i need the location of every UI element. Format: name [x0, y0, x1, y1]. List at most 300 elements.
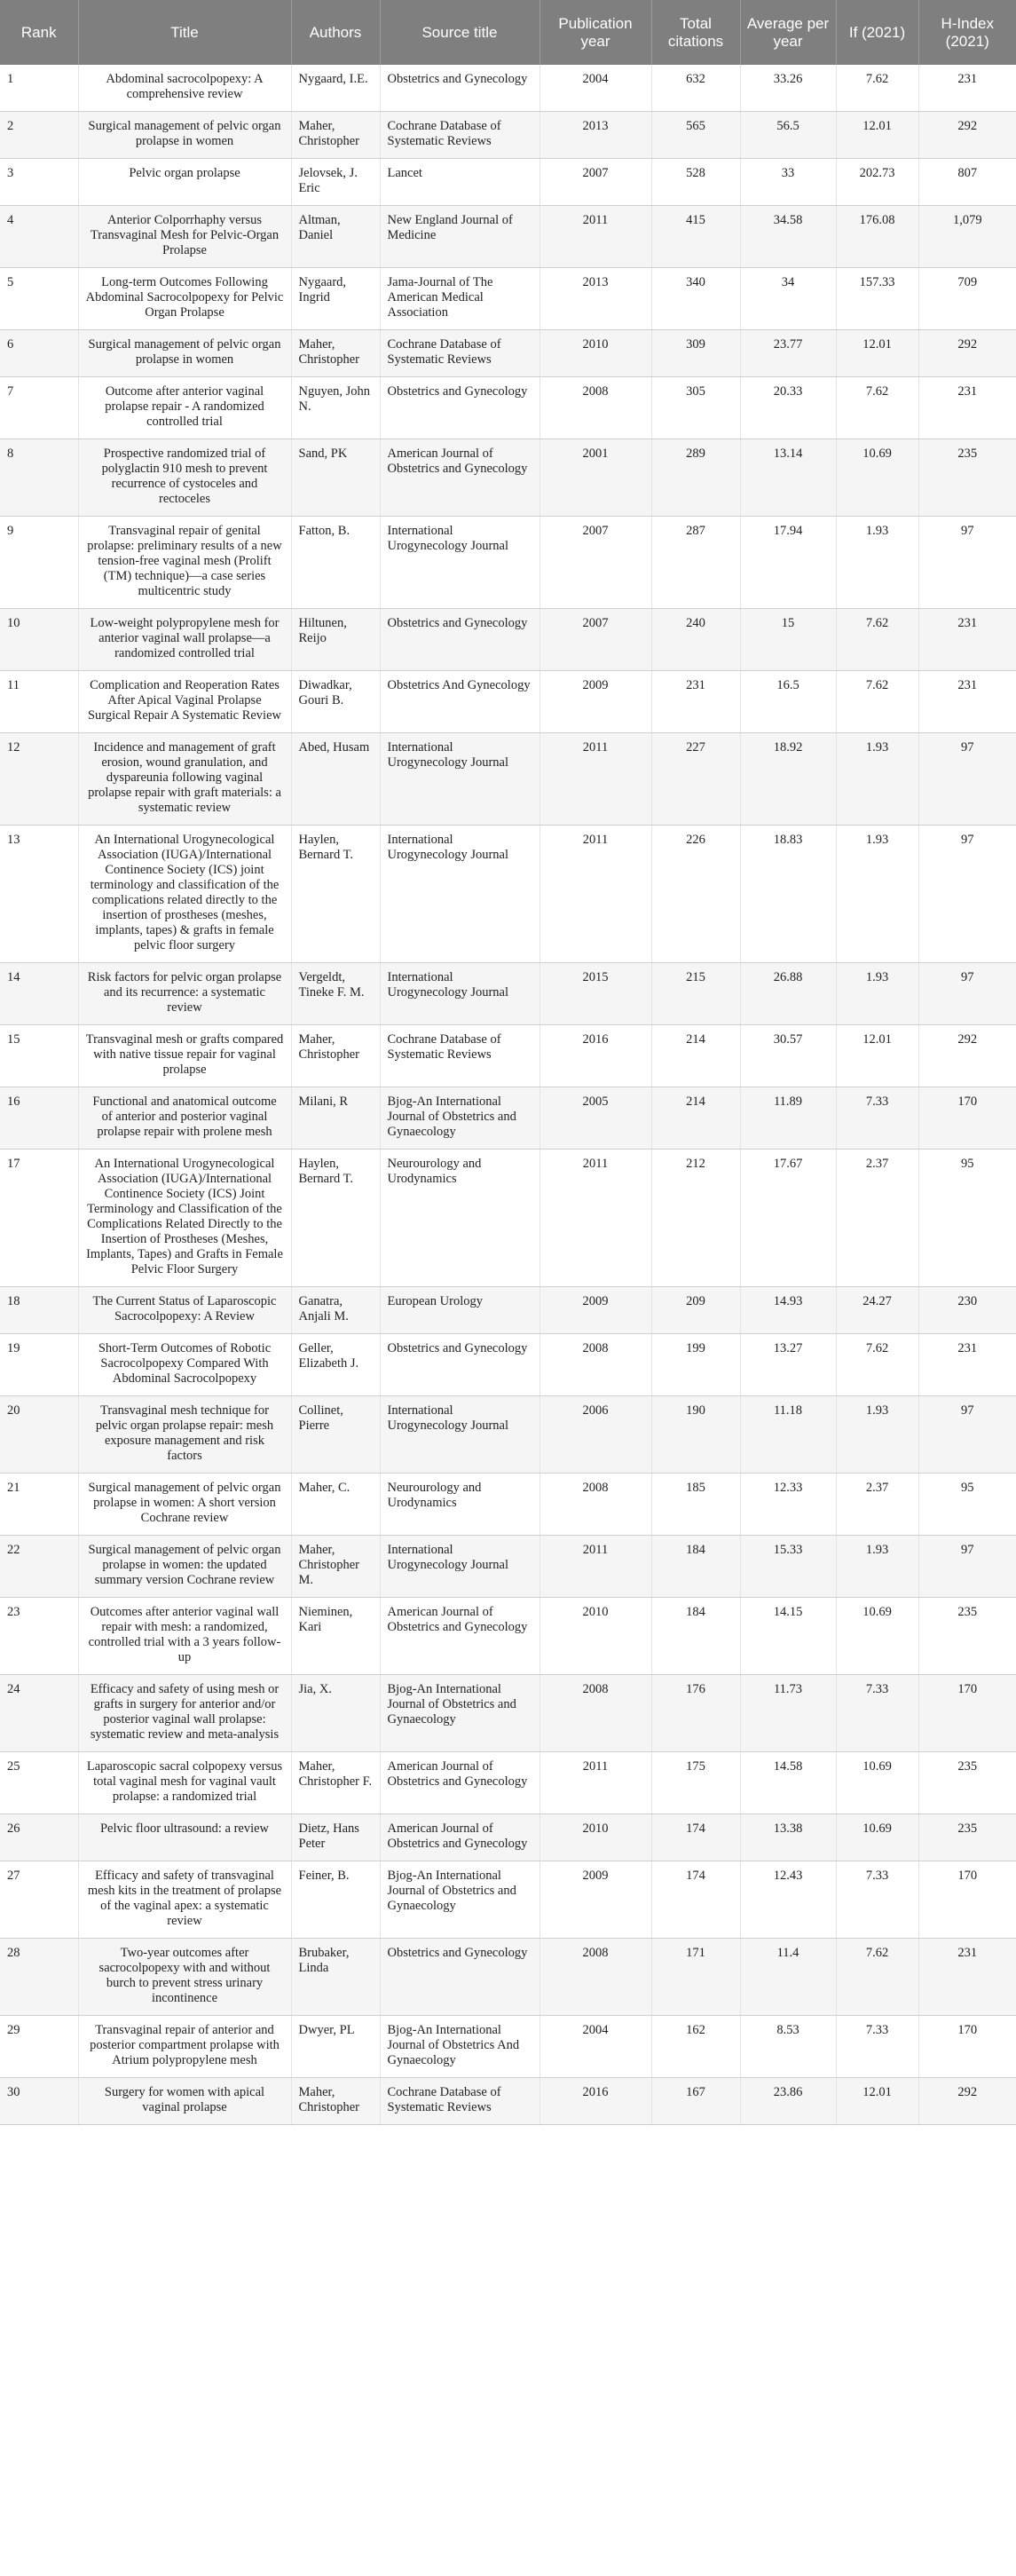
cell-publication-year: 2011 — [540, 733, 651, 826]
cell-total-citations: 185 — [651, 1474, 740, 1536]
cell-publication-year: 2010 — [540, 1814, 651, 1861]
cell-publication-year: 2008 — [540, 1675, 651, 1752]
cell-source-title: Cochrane Database of Systematic Reviews — [380, 1025, 540, 1087]
cell-source-title: Cochrane Database of Systematic Reviews — [380, 112, 540, 159]
cell-impact-factor: 1.93 — [836, 733, 918, 826]
cell-title: Transvaginal repair of genital prolapse: preliminary results of a new tension-free vaginal mesh (Prolift (TM) technique)—a case series multicentric study — [78, 517, 291, 609]
cell-authors: Nygaard, I.E. — [291, 65, 380, 112]
cell-rank: 25 — [0, 1752, 78, 1814]
cell-authors: Brubaker, Linda — [291, 1939, 380, 2016]
cell-publication-year: 2004 — [540, 65, 651, 112]
header-source-title: Source title — [380, 0, 540, 65]
table-row — [0, 1814, 1016, 1861]
cell-title: Surgical management of pelvic organ prolapse in women — [78, 112, 291, 159]
cell-average-per-year: 23.77 — [740, 330, 836, 377]
cell-source-title: American Journal of Obstetrics and Gynecology — [380, 1752, 540, 1814]
cell-title: An International Urogynecological Association (IUGA)/International Continence Society (ICS) Joint Terminology and Classification of the Complications Related Directly to the Insertion of Prostheses (Meshes, Implants, Tapes) and Grafts in Female Pelvic Floor Surgery — [78, 1150, 291, 1287]
cell-h-index: 170 — [918, 1861, 1016, 1939]
table-row — [0, 1396, 1016, 1474]
cell-total-citations: 309 — [651, 330, 740, 377]
cell-source-title: International Urogynecology Journal — [380, 733, 540, 826]
cell-publication-year: 2009 — [540, 1287, 651, 1334]
cell-rank: 4 — [0, 206, 78, 268]
header-average-per-year: Average per year — [740, 0, 836, 65]
cell-h-index: 95 — [918, 1474, 1016, 1536]
cell-source-title: Obstetrics And Gynecology — [380, 671, 540, 733]
cell-title: Low-weight polypropylene mesh for anterior vaginal wall prolapse—a randomized controlled trial — [78, 609, 291, 671]
cell-total-citations: 227 — [651, 733, 740, 826]
cell-publication-year: 2001 — [540, 439, 651, 517]
table-row — [0, 1150, 1016, 1287]
table-row — [0, 1025, 1016, 1087]
cell-impact-factor: 202.73 — [836, 159, 918, 206]
cell-impact-factor: 10.69 — [836, 1814, 918, 1861]
cell-source-title: International Urogynecology Journal — [380, 826, 540, 963]
table-header — [0, 0, 1016, 65]
table-row — [0, 1675, 1016, 1752]
table-row — [0, 2078, 1016, 2125]
cell-title: Surgical management of pelvic organ prolapse in women: A short version Cochrane review — [78, 1474, 291, 1536]
cell-impact-factor: 176.08 — [836, 206, 918, 268]
cell-total-citations: 190 — [651, 1396, 740, 1474]
header-total-citations: Total citations — [651, 0, 740, 65]
cell-impact-factor: 1.93 — [836, 517, 918, 609]
cell-title: Short-Term Outcomes of Robotic Sacrocolpopexy Compared With Abdominal Sacrocolpopexy — [78, 1334, 291, 1396]
cell-average-per-year: 11.18 — [740, 1396, 836, 1474]
cell-authors: Maher, C. — [291, 1474, 380, 1536]
cell-rank: 10 — [0, 609, 78, 671]
header-impact-factor: If (2021) — [836, 0, 918, 65]
cell-authors: Ganatra, Anjali M. — [291, 1287, 380, 1334]
cell-h-index: 170 — [918, 1087, 1016, 1150]
cell-rank: 13 — [0, 826, 78, 963]
cell-average-per-year: 13.38 — [740, 1814, 836, 1861]
cell-source-title: New England Journal of Medicine — [380, 206, 540, 268]
cell-average-per-year: 8.53 — [740, 2016, 836, 2078]
cell-impact-factor: 12.01 — [836, 2078, 918, 2125]
cell-h-index: 1,079 — [918, 206, 1016, 268]
cell-title: Outcome after anterior vaginal prolapse repair - A randomized controlled trial — [78, 377, 291, 439]
cell-publication-year: 2005 — [540, 1087, 651, 1150]
cell-title: Laparoscopic sacral colpopexy versus total vaginal mesh for vaginal vault prolapse: a randomized trial — [78, 1752, 291, 1814]
cell-rank: 9 — [0, 517, 78, 609]
cell-source-title: Bjog-An International Journal of Obstetrics and Gynaecology — [380, 1087, 540, 1150]
table-row — [0, 1598, 1016, 1675]
cell-impact-factor: 1.93 — [836, 1536, 918, 1598]
cell-h-index: 807 — [918, 159, 1016, 206]
table-row — [0, 206, 1016, 268]
cell-publication-year: 2011 — [540, 1150, 651, 1287]
cell-source-title: International Urogynecology Journal — [380, 1396, 540, 1474]
cell-title: Complication and Reoperation Rates After Apical Vaginal Prolapse Surgical Repair A Systematic Review — [78, 671, 291, 733]
cell-authors: Feiner, B. — [291, 1861, 380, 1939]
cell-authors: Dwyer, PL — [291, 2016, 380, 2078]
cell-rank: 21 — [0, 1474, 78, 1536]
cell-authors: Fatton, B. — [291, 517, 380, 609]
cell-source-title: Obstetrics and Gynecology — [380, 1939, 540, 2016]
cell-h-index: 292 — [918, 1025, 1016, 1087]
cell-average-per-year: 33.26 — [740, 65, 836, 112]
cell-impact-factor: 7.62 — [836, 65, 918, 112]
cell-h-index: 97 — [918, 517, 1016, 609]
cell-impact-factor: 12.01 — [836, 330, 918, 377]
cell-rank: 30 — [0, 2078, 78, 2125]
table-row — [0, 1752, 1016, 1814]
cell-authors: Hiltunen, Reijo — [291, 609, 380, 671]
header-row — [0, 0, 1016, 65]
cell-source-title: Obstetrics and Gynecology — [380, 609, 540, 671]
cell-total-citations: 214 — [651, 1087, 740, 1150]
cell-source-title: International Urogynecology Journal — [380, 963, 540, 1025]
cell-title: Surgical management of pelvic organ prolapse in women — [78, 330, 291, 377]
cell-total-citations: 632 — [651, 65, 740, 112]
cell-title: Transvaginal mesh technique for pelvic organ prolapse repair: mesh exposure management and risk factors — [78, 1396, 291, 1474]
table-row — [0, 826, 1016, 963]
cell-impact-factor: 7.33 — [836, 2016, 918, 2078]
cell-title: Risk factors for pelvic organ prolapse and its recurrence: a systematic review — [78, 963, 291, 1025]
cell-publication-year: 2013 — [540, 112, 651, 159]
cell-publication-year: 2008 — [540, 1939, 651, 2016]
cell-title: Transvaginal mesh or grafts compared with native tissue repair for vaginal prolapse — [78, 1025, 291, 1087]
table-row — [0, 1087, 1016, 1150]
cell-h-index: 97 — [918, 826, 1016, 963]
cell-authors: Jia, X. — [291, 1675, 380, 1752]
cell-total-citations: 226 — [651, 826, 740, 963]
cell-authors: Maher, Christopher — [291, 330, 380, 377]
cell-title: Incidence and management of graft erosion, wound granulation, and dyspareunia following vaginal prolapse repair with graft materials: a systematic review — [78, 733, 291, 826]
cell-rank: 15 — [0, 1025, 78, 1087]
table-row — [0, 1536, 1016, 1598]
cell-total-citations: 167 — [651, 2078, 740, 2125]
cell-source-title: Lancet — [380, 159, 540, 206]
cell-source-title: American Journal of Obstetrics and Gynecology — [380, 439, 540, 517]
cell-h-index: 231 — [918, 65, 1016, 112]
cell-average-per-year: 15.33 — [740, 1536, 836, 1598]
cell-total-citations: 340 — [651, 268, 740, 330]
cell-h-index: 231 — [918, 377, 1016, 439]
cell-impact-factor: 7.62 — [836, 1334, 918, 1396]
cell-rank: 26 — [0, 1814, 78, 1861]
cell-title: The Current Status of Laparoscopic Sacrocolpopexy: A Review — [78, 1287, 291, 1334]
cell-authors: Geller, Elizabeth J. — [291, 1334, 380, 1396]
cell-average-per-year: 34 — [740, 268, 836, 330]
cell-total-citations: 231 — [651, 671, 740, 733]
cell-source-title: Bjog-An International Journal of Obstetrics And Gynaecology — [380, 2016, 540, 2078]
cell-impact-factor: 7.33 — [836, 1675, 918, 1752]
cell-title: Transvaginal repair of anterior and posterior compartment prolapse with Atrium polypropylene mesh — [78, 2016, 291, 2078]
cell-authors: Maher, Christopher — [291, 1025, 380, 1087]
table-row — [0, 330, 1016, 377]
cell-average-per-year: 11.73 — [740, 1675, 836, 1752]
table-row — [0, 609, 1016, 671]
cell-publication-year: 2011 — [540, 1752, 651, 1814]
cell-authors: Vergeldt, Tineke F. M. — [291, 963, 380, 1025]
cell-rank: 23 — [0, 1598, 78, 1675]
cell-impact-factor: 12.01 — [836, 112, 918, 159]
cell-publication-year: 2007 — [540, 517, 651, 609]
cell-impact-factor: 2.37 — [836, 1150, 918, 1287]
cell-average-per-year: 11.89 — [740, 1087, 836, 1150]
cell-rank: 28 — [0, 1939, 78, 2016]
cell-source-title: Bjog-An International Journal of Obstetrics and Gynaecology — [380, 1675, 540, 1752]
cell-h-index: 292 — [918, 112, 1016, 159]
cell-rank: 16 — [0, 1087, 78, 1150]
cell-impact-factor: 1.93 — [836, 826, 918, 963]
cell-rank: 24 — [0, 1675, 78, 1752]
cell-impact-factor: 1.93 — [836, 1396, 918, 1474]
cell-average-per-year: 13.27 — [740, 1334, 836, 1396]
cell-h-index: 97 — [918, 733, 1016, 826]
cell-authors: Maher, Christopher M. — [291, 1536, 380, 1598]
cell-total-citations: 212 — [651, 1150, 740, 1287]
cell-total-citations: 199 — [651, 1334, 740, 1396]
cell-total-citations: 209 — [651, 1287, 740, 1334]
cell-impact-factor: 7.62 — [836, 377, 918, 439]
cell-publication-year: 2007 — [540, 159, 651, 206]
cell-publication-year: 2010 — [540, 1598, 651, 1675]
cell-total-citations: 162 — [651, 2016, 740, 2078]
cell-total-citations: 287 — [651, 517, 740, 609]
cell-h-index: 170 — [918, 2016, 1016, 2078]
cell-rank: 7 — [0, 377, 78, 439]
cell-authors: Nygaard, Ingrid — [291, 268, 380, 330]
cell-title: Anterior Colporrhaphy versus Transvaginal Mesh for Pelvic-Organ Prolapse — [78, 206, 291, 268]
cell-rank: 3 — [0, 159, 78, 206]
table-row — [0, 517, 1016, 609]
header-title: Title — [78, 0, 291, 65]
cell-impact-factor: 157.33 — [836, 268, 918, 330]
cell-impact-factor: 7.62 — [836, 609, 918, 671]
cell-impact-factor: 24.27 — [836, 1287, 918, 1334]
cell-total-citations: 174 — [651, 1861, 740, 1939]
cell-impact-factor: 7.62 — [836, 671, 918, 733]
cell-publication-year: 2013 — [540, 268, 651, 330]
cell-authors: Haylen, Bernard T. — [291, 1150, 380, 1287]
cell-rank: 18 — [0, 1287, 78, 1334]
cell-average-per-year: 13.14 — [740, 439, 836, 517]
cell-impact-factor: 10.69 — [836, 439, 918, 517]
cell-total-citations: 174 — [651, 1814, 740, 1861]
cell-source-title: Neurourology and Urodynamics — [380, 1150, 540, 1287]
cell-h-index: 709 — [918, 268, 1016, 330]
cell-total-citations: 240 — [651, 609, 740, 671]
cell-source-title: Neurourology and Urodynamics — [380, 1474, 540, 1536]
cell-h-index: 292 — [918, 330, 1016, 377]
cell-publication-year: 2008 — [540, 1334, 651, 1396]
cell-h-index: 97 — [918, 963, 1016, 1025]
cell-average-per-year: 56.5 — [740, 112, 836, 159]
cell-h-index: 97 — [918, 1396, 1016, 1474]
cell-publication-year: 2016 — [540, 2078, 651, 2125]
cell-authors: Maher, Christopher — [291, 112, 380, 159]
cell-total-citations: 289 — [651, 439, 740, 517]
table-row — [0, 268, 1016, 330]
cell-total-citations: 565 — [651, 112, 740, 159]
cell-title: Efficacy and safety of using mesh or grafts in surgery for anterior and/or posterior vaginal wall prolapse: systematic review and meta-analysis — [78, 1675, 291, 1752]
cell-average-per-year: 16.5 — [740, 671, 836, 733]
cell-source-title: Cochrane Database of Systematic Reviews — [380, 2078, 540, 2125]
cell-publication-year: 2009 — [540, 1861, 651, 1939]
cell-authors: Altman, Daniel — [291, 206, 380, 268]
header-publication-year: Publication year — [540, 0, 651, 65]
cell-rank: 27 — [0, 1861, 78, 1939]
cell-h-index: 231 — [918, 671, 1016, 733]
cell-h-index: 231 — [918, 609, 1016, 671]
cell-average-per-year: 34.58 — [740, 206, 836, 268]
cell-title: Abdominal sacrocolpopexy: A comprehensive review — [78, 65, 291, 112]
cell-title: Two-year outcomes after sacrocolpopexy with and without burch to prevent stress urinary incontinence — [78, 1939, 291, 2016]
cell-total-citations: 184 — [651, 1536, 740, 1598]
cell-total-citations: 214 — [651, 1025, 740, 1087]
cell-rank: 8 — [0, 439, 78, 517]
cell-title: Long-term Outcomes Following Abdominal Sacrocolpopexy for Pelvic Organ Prolapse — [78, 268, 291, 330]
table-row — [0, 439, 1016, 517]
cell-authors: Nguyen, John N. — [291, 377, 380, 439]
cell-source-title: American Journal of Obstetrics and Gynecology — [380, 1814, 540, 1861]
cell-authors: Collinet, Pierre — [291, 1396, 380, 1474]
cell-average-per-year: 14.93 — [740, 1287, 836, 1334]
cell-impact-factor: 10.69 — [836, 1598, 918, 1675]
cell-rank: 12 — [0, 733, 78, 826]
cell-rank: 19 — [0, 1334, 78, 1396]
cell-h-index: 231 — [918, 1939, 1016, 2016]
cell-average-per-year: 11.4 — [740, 1939, 836, 2016]
cell-title: Surgery for women with apical vaginal prolapse — [78, 2078, 291, 2125]
cell-total-citations: 175 — [651, 1752, 740, 1814]
cell-average-per-year: 12.33 — [740, 1474, 836, 1536]
table-row — [0, 671, 1016, 733]
cell-total-citations: 171 — [651, 1939, 740, 2016]
cell-rank: 11 — [0, 671, 78, 733]
cell-average-per-year: 20.33 — [740, 377, 836, 439]
cell-average-per-year: 15 — [740, 609, 836, 671]
cell-total-citations: 215 — [651, 963, 740, 1025]
cell-publication-year: 2011 — [540, 1536, 651, 1598]
cell-publication-year: 2016 — [540, 1025, 651, 1087]
cell-average-per-year: 17.94 — [740, 517, 836, 609]
cell-authors: Diwadkar, Gouri B. — [291, 671, 380, 733]
cell-rank: 5 — [0, 268, 78, 330]
cell-h-index: 95 — [918, 1150, 1016, 1287]
cell-publication-year: 2006 — [540, 1396, 651, 1474]
cell-authors: Dietz, Hans Peter — [291, 1814, 380, 1861]
cell-total-citations: 415 — [651, 206, 740, 268]
cell-authors: Sand, PK — [291, 439, 380, 517]
cell-source-title: International Urogynecology Journal — [380, 1536, 540, 1598]
cell-average-per-year: 33 — [740, 159, 836, 206]
cell-authors: Jelovsek, J. Eric — [291, 159, 380, 206]
cell-average-per-year: 12.43 — [740, 1861, 836, 1939]
cell-source-title: Obstetrics and Gynecology — [380, 1334, 540, 1396]
cell-impact-factor: 2.37 — [836, 1474, 918, 1536]
cell-h-index: 235 — [918, 1752, 1016, 1814]
cell-h-index: 231 — [918, 1334, 1016, 1396]
cell-h-index: 230 — [918, 1287, 1016, 1334]
cell-rank: 29 — [0, 2016, 78, 2078]
cell-source-title: European Urology — [380, 1287, 540, 1334]
cell-rank: 20 — [0, 1396, 78, 1474]
cell-h-index: 235 — [918, 1814, 1016, 1861]
cell-publication-year: 2008 — [540, 377, 651, 439]
cell-publication-year: 2004 — [540, 2016, 651, 2078]
cell-authors: Abed, Husam — [291, 733, 380, 826]
header-h-index: H-Index (2021) — [918, 0, 1016, 65]
cell-impact-factor: 7.33 — [836, 1861, 918, 1939]
cell-authors: Nieminen, Kari — [291, 1598, 380, 1675]
cell-rank: 2 — [0, 112, 78, 159]
cell-source-title: Cochrane Database of Systematic Reviews — [380, 330, 540, 377]
cell-average-per-year: 18.92 — [740, 733, 836, 826]
cell-average-per-year: 14.15 — [740, 1598, 836, 1675]
cell-authors: Milani, R — [291, 1087, 380, 1150]
cell-source-title: Jama-Journal of The American Medical Association — [380, 268, 540, 330]
table-body — [0, 65, 1016, 2125]
cell-title: Prospective randomized trial of polyglactin 910 mesh to prevent recurrence of cystoceles and rectoceles — [78, 439, 291, 517]
table-row — [0, 733, 1016, 826]
cell-publication-year: 2007 — [540, 609, 651, 671]
cell-impact-factor: 1.93 — [836, 963, 918, 1025]
cell-publication-year: 2015 — [540, 963, 651, 1025]
cell-source-title: International Urogynecology Journal — [380, 517, 540, 609]
table-row — [0, 1939, 1016, 2016]
cell-title: Outcomes after anterior vaginal wall repair with mesh: a randomized, controlled trial with a 3 years follow-up — [78, 1598, 291, 1675]
cell-total-citations: 176 — [651, 1675, 740, 1752]
cell-rank: 22 — [0, 1536, 78, 1598]
cell-source-title: Bjog-An International Journal of Obstetrics and Gynaecology — [380, 1861, 540, 1939]
cell-average-per-year: 14.58 — [740, 1752, 836, 1814]
table-row — [0, 963, 1016, 1025]
cell-impact-factor: 7.62 — [836, 1939, 918, 2016]
cell-publication-year: 2010 — [540, 330, 651, 377]
table-row — [0, 65, 1016, 112]
cell-h-index: 170 — [918, 1675, 1016, 1752]
cell-total-citations: 528 — [651, 159, 740, 206]
cell-title: Efficacy and safety of transvaginal mesh kits in the treatment of prolapse of the vaginal apex: a systematic review — [78, 1861, 291, 1939]
cell-title: Surgical management of pelvic organ prolapse in women: the updated summary version Cochrane review — [78, 1536, 291, 1598]
cell-source-title: American Journal of Obstetrics and Gynecology — [380, 1598, 540, 1675]
cell-average-per-year: 18.83 — [740, 826, 836, 963]
cell-average-per-year: 17.67 — [740, 1150, 836, 1287]
cell-h-index: 97 — [918, 1536, 1016, 1598]
cell-title: Pelvic floor ultrasound: a review — [78, 1814, 291, 1861]
cell-publication-year: 2011 — [540, 206, 651, 268]
cell-total-citations: 184 — [651, 1598, 740, 1675]
table-row — [0, 1287, 1016, 1334]
cell-impact-factor: 7.33 — [836, 1087, 918, 1150]
table-row — [0, 1474, 1016, 1536]
cell-average-per-year: 26.88 — [740, 963, 836, 1025]
table-row — [0, 377, 1016, 439]
table-row — [0, 1861, 1016, 1939]
cell-rank: 14 — [0, 963, 78, 1025]
cell-h-index: 292 — [918, 2078, 1016, 2125]
header-authors: Authors — [291, 0, 380, 65]
table-row — [0, 1334, 1016, 1396]
cell-average-per-year: 30.57 — [740, 1025, 836, 1087]
cell-rank: 17 — [0, 1150, 78, 1287]
cell-impact-factor: 12.01 — [836, 1025, 918, 1087]
cell-publication-year: 2011 — [540, 826, 651, 963]
cell-rank: 6 — [0, 330, 78, 377]
cell-title: Pelvic organ prolapse — [78, 159, 291, 206]
cell-publication-year: 2009 — [540, 671, 651, 733]
cell-impact-factor: 10.69 — [836, 1752, 918, 1814]
cell-title: Functional and anatomical outcome of anterior and posterior vaginal prolapse repair with prolene mesh — [78, 1087, 291, 1150]
cell-h-index: 235 — [918, 1598, 1016, 1675]
cell-title: An International Urogynecological Association (IUGA)/International Continence Society (ICS) joint terminology and classification of the complications related directly to the insertion of prostheses (meshes, implants, tapes) & grafts in female pelvic floor surgery — [78, 826, 291, 963]
table-row — [0, 2016, 1016, 2078]
cell-rank: 1 — [0, 65, 78, 112]
